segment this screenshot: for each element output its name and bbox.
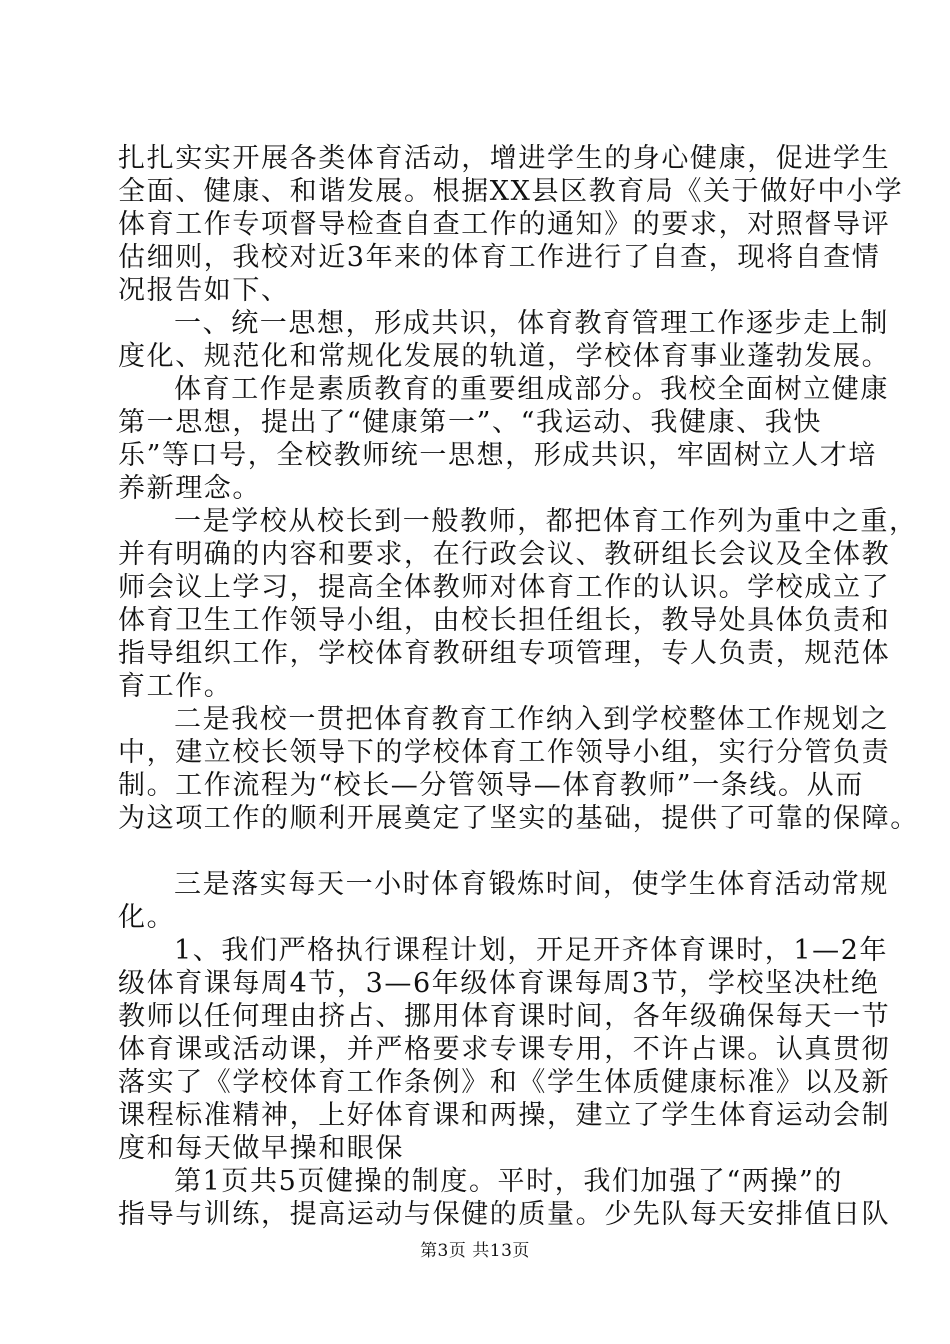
text-line: 化。 bbox=[118, 902, 176, 933]
text-line: 级体育课每周4节，3—6年级体育课每周3节，学校坚决杜绝 bbox=[118, 968, 880, 999]
paragraph-start-line: 一是学校从校长到一般教师，都把体育工作列为重中之重， bbox=[174, 506, 918, 537]
text-line: 制。工作流程为“校长—分管领导—体育教师”一条线。从而 bbox=[118, 770, 864, 801]
text-line: 师会议上学习，提高全体教师对体育工作的认识。学校成立了 bbox=[118, 572, 891, 603]
text-line: 全面、健康、和谐发展。根据XX县区教育局《关于做好中小学 bbox=[118, 176, 904, 207]
text-line: 度化、规范化和常规化发展的轨道，学校体育事业蓬勃发展。 bbox=[118, 341, 891, 372]
section-heading-line: 一、统一思想，形成共识，体育教育管理工作逐步走上制 bbox=[174, 308, 889, 339]
text-line: 中，建立校长领导下的学校体育工作领导小组，实行分管负责 bbox=[118, 737, 891, 768]
text-line: 指导组织工作，学校体育教研组专项管理，专人负责，规范体 bbox=[118, 638, 891, 669]
text-line: 教师以任何理由挤占、挪用体育课时间，各年级确保每天一节 bbox=[118, 1001, 891, 1032]
paragraph-start-line: 第1页共5页健操的制度。平时，我们加强了“两操”的 bbox=[174, 1166, 843, 1197]
text-line: 况报告如下、 bbox=[118, 275, 290, 306]
paragraph-start-line: 1、我们严格执行课程计划，开足开齐体育课时，1—2年 bbox=[174, 935, 889, 966]
text-line: 估细则，我校对近3年来的体育工作进行了自查，现将自查情 bbox=[118, 242, 881, 273]
text-line: 养新理念。 bbox=[118, 473, 261, 504]
text-line: 育工作。 bbox=[118, 671, 233, 702]
text-line: 体育课或活动课，并严格要求专课专用，不许占课。认真贯彻 bbox=[118, 1034, 891, 1065]
paragraph-start-line: 三是落实每天一小时体育锻炼时间，使学生体育活动常规 bbox=[174, 869, 889, 900]
text-line: 第一思想，提出了“健康第一”、“我运动、我健康、我快 bbox=[118, 407, 823, 438]
text-line: 为这项工作的顺利开展奠定了坚实的基础，提供了可靠的保障。 bbox=[118, 803, 919, 834]
paragraph-gap bbox=[118, 835, 834, 868]
text-line: 扎扎实实开展各类体育活动，增进学生的身心健康，促进学生 bbox=[118, 143, 891, 174]
page-footer: 第3页 共13页 bbox=[420, 1241, 530, 1261]
text-line: 落实了《学校体育工作条例》和《学生体质健康标准》以及新 bbox=[118, 1067, 891, 1098]
text-line: 指导与训练，提高运动与保健的质量。少先队每天安排值日队 bbox=[118, 1199, 891, 1230]
text-line: 乐”等口号，全校教师统一思想，形成共识，牢固树立人才培 bbox=[118, 440, 878, 471]
paragraph-start-line: 体育工作是素质教育的重要组成部分。我校全面树立健康 bbox=[174, 374, 889, 405]
text-line: 体育卫生工作领导小组，由校长担任组长，教导处具体负责和 bbox=[118, 605, 891, 636]
text-line: 度和每天做早操和眼保 bbox=[118, 1133, 404, 1164]
text-line: 并有明确的内容和要求，在行政会议、教研组长会议及全体教 bbox=[118, 539, 891, 570]
text-line: 体育工作专项督导检查自查工作的通知》的要求，对照督导评 bbox=[118, 209, 891, 240]
text-line: 课程标准精神，上好体育课和两操，建立了学生体育运动会制 bbox=[118, 1100, 891, 1131]
document-body bbox=[118, 142, 919, 1231]
paragraph-start-line: 二是我校一贯把体育教育工作纳入到学校整体工作规划之 bbox=[174, 704, 889, 735]
